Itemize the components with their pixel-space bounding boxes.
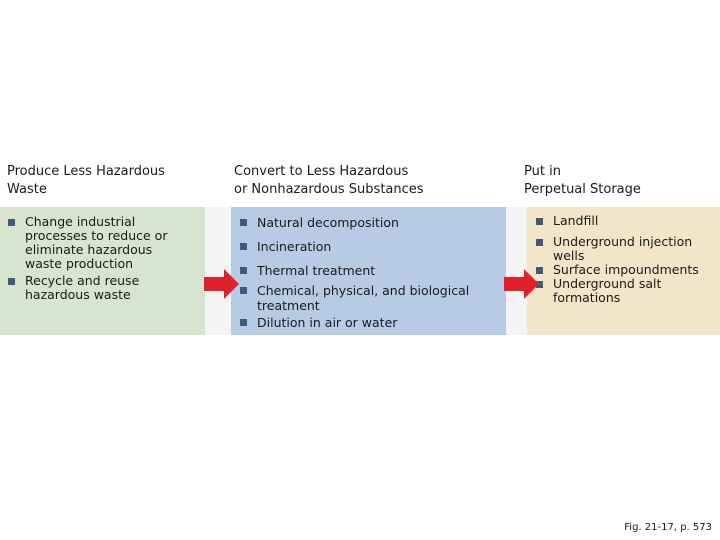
heading-storage: [524, 163, 641, 199]
list-item: [536, 235, 712, 263]
right-arrow-icon: [204, 268, 240, 300]
list-item: [536, 263, 712, 277]
right-arrow-icon: [504, 268, 540, 300]
convert-list: [240, 215, 502, 330]
list-item: [240, 239, 502, 254]
square-bullet-icon: [240, 219, 247, 226]
square-bullet-icon: [240, 267, 247, 274]
storage-list: [536, 214, 712, 305]
item-text: Incineration: [257, 239, 332, 254]
item-text: Thermal treatment: [257, 263, 376, 278]
square-bullet-icon: [240, 287, 247, 294]
square-bullet-icon: [240, 319, 247, 326]
square-bullet-icon: [8, 219, 15, 226]
heading-convert: [234, 163, 424, 199]
item-text: Recycle and reuse hazardous waste: [25, 273, 140, 302]
list-item: [8, 274, 188, 302]
heading-line: Convert to Less Hazardous: [234, 164, 409, 179]
item-text: Surface impoundments: [553, 262, 699, 277]
item-text: Natural decomposition: [257, 215, 399, 230]
list-item: [536, 277, 712, 305]
square-bullet-icon: [240, 243, 247, 250]
list-item: [8, 215, 188, 271]
item-text: Change industrial processes to reduce or eliminate hazardous waste production: [25, 214, 168, 271]
heading-line: Put in: [524, 164, 561, 179]
item-text: Underground injection wells: [553, 234, 693, 263]
produce-less-list: [8, 215, 188, 302]
item-text: Chemical, physical, and biological treatment: [257, 283, 470, 313]
heading-line: or Nonhazardous Substances: [234, 182, 424, 197]
square-bullet-icon: [536, 239, 543, 246]
item-text: Underground salt formations: [553, 276, 662, 305]
square-bullet-icon: [8, 278, 15, 285]
item-text: Landfill: [553, 213, 599, 228]
heading-produce-less: [7, 163, 165, 199]
list-item: [536, 214, 712, 228]
list-item: [240, 263, 502, 278]
list-item: [240, 215, 502, 230]
heading-line: Produce Less Hazardous: [7, 164, 165, 179]
list-item: [240, 283, 502, 313]
list-item: [240, 315, 502, 330]
heading-line: Waste: [7, 182, 47, 197]
item-text: Dilution in air or water: [257, 315, 398, 330]
figure-caption: Fig. 21-17, p. 573: [624, 522, 712, 533]
square-bullet-icon: [536, 218, 543, 225]
heading-line: Perpetual Storage: [524, 182, 641, 197]
